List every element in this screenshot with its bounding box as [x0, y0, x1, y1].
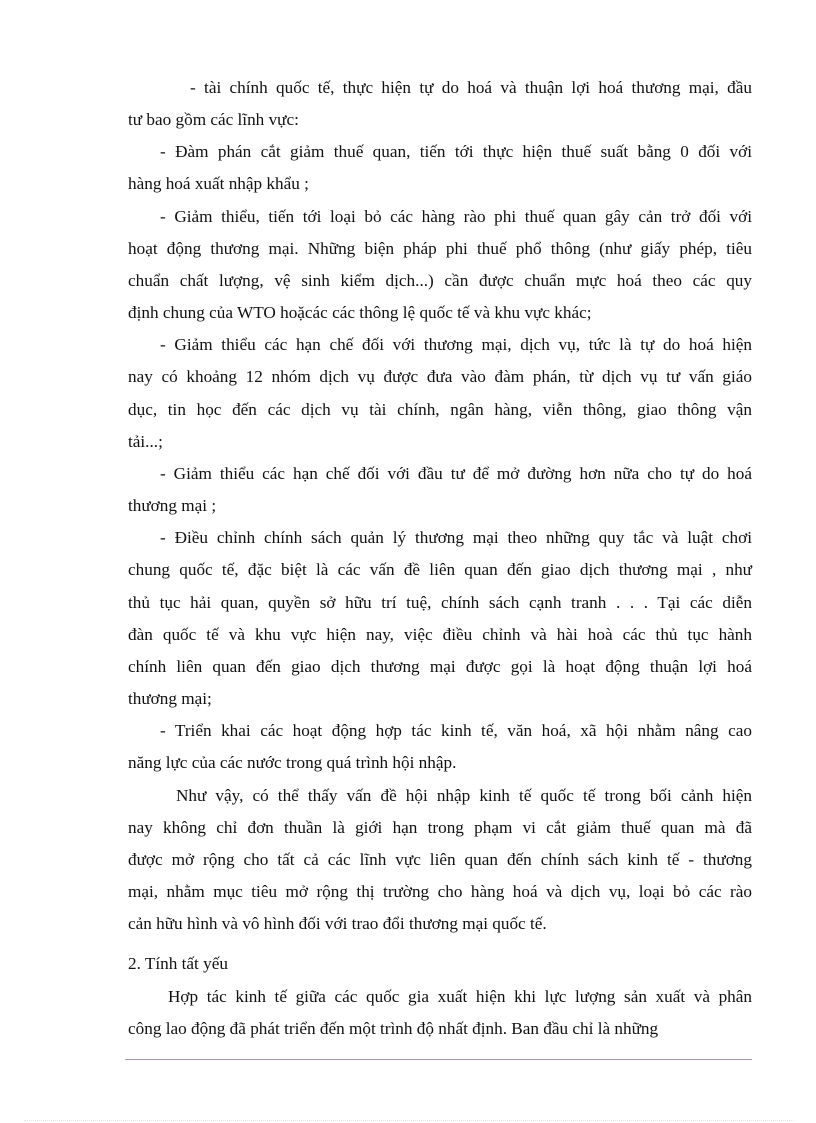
- body-text-line: dục, tin học đến các dịch vụ tài chính, ngân hàng, viễn thông, giao thông vận: [128, 400, 752, 419]
- body-text-line: hàng hoá xuất nhập khẩu ;: [128, 174, 309, 193]
- body-text-line: tải...;: [128, 432, 163, 451]
- bullet-item-line: - Giảm thiểu, tiến tới loại bỏ các hàng rào phi thuế quan gây cản trở đối với: [160, 207, 752, 226]
- body-text-line: chính liên quan đến giao dịch thương mại được gọi là hoạt động thuận lợi hoá: [128, 657, 752, 676]
- body-text-line: chuẩn chất lượng, vệ sinh kiểm dịch...) cần được chuẩn mực hoá theo các quy: [128, 271, 752, 290]
- page-bottom-border: [24, 1120, 794, 1121]
- body-text-line: nay không chỉ đơn thuần là giới hạn trong phạm vi cắt giảm thuế quan mà đã: [128, 818, 752, 837]
- body-text-line: hoạt động thương mại. Những biện pháp phi thuế phổ thông (như giấy phép, tiêu: [128, 239, 752, 258]
- paragraph-first-line: Hợp tác kinh tế giữa các quốc gia xuất hiện khi lực lượng sản xuất và phân: [168, 987, 752, 1006]
- body-text-line: thủ tục hải quan, quyền sở hữu trí tuệ, chính sách cạnh tranh . . . Tại các diễn: [128, 593, 752, 612]
- body-text-line: cản hữu hình và vô hình đối với trao đổi thương mại quốc tế.: [128, 914, 547, 933]
- body-text-line: mại, nhằm mục tiêu mở rộng thị trường cho hàng hoá và dịch vụ, loại bỏ các rào: [128, 882, 752, 901]
- bullet-item-line: - Đàm phán cắt giảm thuế quan, tiến tới thực hiện thuế suất bằng 0 đối với: [160, 142, 752, 161]
- body-text-line: đàn quốc tế và khu vực hiện nay, việc điều chỉnh và hài hoà các thủ tục hành: [128, 625, 752, 644]
- body-text-line: được mở rộng cho tất cả các lĩnh vực liên quan đến chính sách kinh tế - thương: [128, 850, 752, 869]
- bullet-item-line: - Giảm thiểu các hạn chế đối với thương mại, dịch vụ, tức là tự do hoá hiện: [160, 335, 752, 354]
- body-text-line: thương mại ;: [128, 496, 217, 515]
- paragraph-first-line: Như vậy, có thể thấy vấn đề hội nhập kinh tế quốc tế trong bối cảnh hiện: [176, 786, 752, 805]
- section-heading: 2. Tính tất yếu: [128, 954, 228, 973]
- body-text-line: thương mại;: [128, 689, 212, 708]
- body-text-line: - tài chính quốc tế, thực hiện tự do hoá và thuận lợi hoá thương mại, đầu: [190, 78, 752, 97]
- bullet-item-line: - Triển khai các hoạt động hợp tác kinh tế, văn hoá, xã hội nhằm nâng cao: [160, 721, 752, 740]
- bullet-item-line: - Điều chỉnh chính sách quản lý thương mại theo những quy tắc và luật chơi: [160, 528, 752, 547]
- body-text-line: chung quốc tế, đặc biệt là các vấn đề liên quan đến giao dịch thương mại , như: [128, 560, 752, 579]
- body-text-line: nay có khoảng 12 nhóm dịch vụ được đưa vào đàm phán, từ dịch vụ tư vấn giáo: [128, 367, 752, 386]
- body-text-line: công lao động đã phát triển đến một trình độ nhất định. Ban đầu chỉ là những: [128, 1019, 659, 1038]
- body-text-line: định chung của WTO hoặcác các thông lệ quốc tế và khu vực khác;: [128, 303, 592, 322]
- body-text-line: tư bao gồm các lĩnh vực:: [128, 110, 299, 129]
- body-text-line: năng lực của các nước trong quá trình hội nhập.: [128, 753, 457, 772]
- bullet-item-line: - Giảm thiểu các hạn chế đối với đầu tư để mở đường hơn nữa cho tự do hoá: [160, 464, 752, 483]
- footer-divider: [125, 1059, 752, 1060]
